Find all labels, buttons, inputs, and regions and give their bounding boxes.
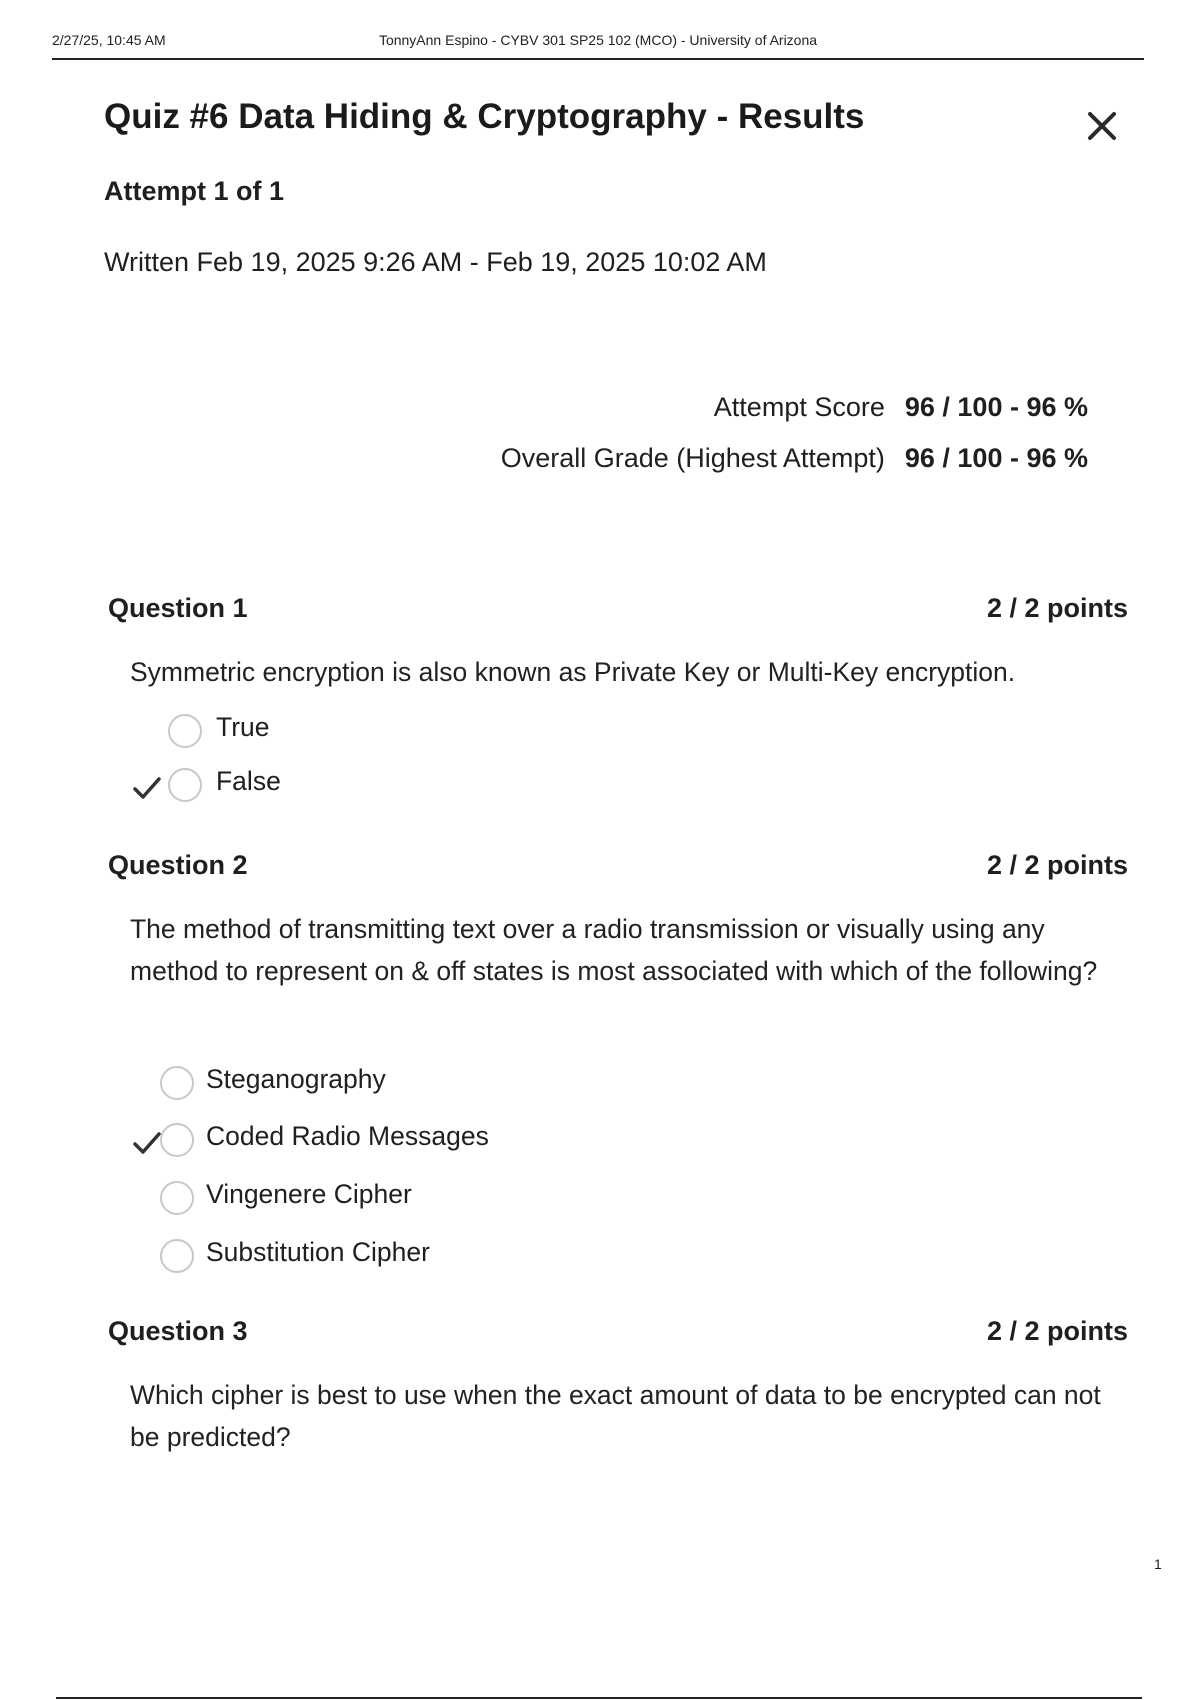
written-timestamp: Written Feb 19, 2025 9:26 AM - Feb 19, 2025 10:02 AM xyxy=(104,247,767,277)
footer-divider xyxy=(56,1697,1142,1699)
question-text: Which cipher is best to use when the exact amount of data to be encrypted can not be predicted? xyxy=(130,1380,1101,1452)
radio-icon[interactable] xyxy=(160,1181,194,1215)
question-header xyxy=(108,1316,1128,1352)
answer-option[interactable] xyxy=(130,1179,530,1219)
check-icon xyxy=(132,1129,162,1157)
page-number: 1 xyxy=(1154,1556,1162,1572)
close-icon[interactable] xyxy=(1080,104,1124,148)
question-header xyxy=(108,850,1128,886)
option-label: False xyxy=(216,766,281,796)
answer-option[interactable] xyxy=(130,1064,530,1104)
print-document-title: TonnyAnn Espino - CYBV 301 SP25 102 (MCO) - University of Arizona xyxy=(378,32,818,48)
question-title: Question 2 xyxy=(108,850,248,880)
question-header xyxy=(108,593,1128,629)
attempt-score-value: 96 / 100 - 96 % xyxy=(904,392,1088,422)
question-points: 2 / 2 points xyxy=(986,593,1128,623)
print-header xyxy=(52,30,1144,60)
overall-grade-row xyxy=(501,443,1088,474)
print-date: 2/27/25, 10:45 AM xyxy=(52,32,166,48)
question-text: Symmetric encryption is also known as Private Key or Multi-Key encryption. xyxy=(130,657,1016,687)
option-label: Substitution Cipher xyxy=(206,1237,430,1267)
attempt-score-label: Attempt Score xyxy=(713,392,885,422)
option-label: Steganography xyxy=(206,1064,386,1094)
answer-option[interactable] xyxy=(130,1121,530,1161)
question-title: Question 3 xyxy=(108,1316,248,1346)
answer-option[interactable] xyxy=(130,712,430,752)
question-points: 2 / 2 points xyxy=(986,1316,1128,1346)
answer-option[interactable] xyxy=(130,766,430,806)
option-label: True xyxy=(216,712,270,742)
question-title: Question 1 xyxy=(108,593,248,623)
radio-icon[interactable] xyxy=(168,714,202,748)
overall-grade-value: 96 / 100 - 96 % xyxy=(904,443,1088,473)
question-points: 2 / 2 points xyxy=(986,850,1128,880)
attempt-label: Attempt 1 of 1 xyxy=(104,176,285,206)
overall-grade-label: Overall Grade (Highest Attempt) xyxy=(500,443,885,473)
question-text: The method of transmitting text over a radio transmission or visually using any method to represent on & off states is most associated with which of the following? xyxy=(130,914,1098,986)
radio-icon[interactable] xyxy=(160,1066,194,1100)
option-label: Vingenere Cipher xyxy=(206,1179,412,1209)
answer-option[interactable] xyxy=(130,1237,530,1277)
option-label: Coded Radio Messages xyxy=(206,1121,489,1151)
radio-icon[interactable] xyxy=(168,768,202,802)
attempt-score-row xyxy=(714,392,1088,423)
radio-icon[interactable] xyxy=(160,1239,194,1273)
radio-icon[interactable] xyxy=(160,1123,194,1157)
check-icon xyxy=(132,774,162,802)
page-title: Quiz #6 Data Hiding & Cryptography - Results xyxy=(104,97,865,136)
